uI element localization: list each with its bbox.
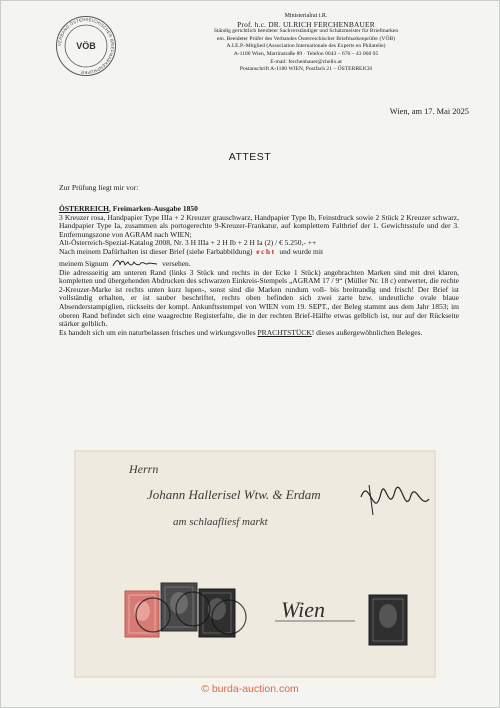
subject-country: ÖSTERREICH	[59, 204, 110, 213]
signum-signature-icon	[110, 257, 160, 269]
condition-description: Die adressseitig am unteren Rand (links 3 Stück und rechts in der Ecke 1 Stück) angebrachten Marken sind mit drei klaren, kompletten und übergehenden Abdrucken des schwarzen Einkreis-Stempels „AGRAM 17 / 9“ (Müller Nr. 18 c) entwertet, die rechte 2-Kreuzer-Marke ist rechts unten kurz lupen-, sonst sind die Marken rundum voll- bis breitrandig und frisch! Der Brief ist vollständig erhalten, er ist sauber beschriftet, rechts oben befinden sich zwei zarte bzw. undeutliche ovale blaue Absenderstampiglien, rückseits der kompl. Ankunftsstempel von WIEN vom 19. SEPT., der Beleg stammt aus dem Jahr 1853; im oberen Rand befindet sich eine waagrechte Registerfalte, die in der rechten Brief-Hälfte etwas gelblich ist, nur auf der Rückseite stärker gelblich.	[59, 267, 459, 329]
cover-photo	[69, 445, 441, 683]
stamp-2-kreuzer-black-corner	[369, 595, 407, 645]
letterhead-name: Prof. h.c. DR. ULRICH FERCHENBAUER	[237, 19, 375, 29]
closing-text-end: ! dieses außergewöhnlichen Beleges.	[311, 327, 423, 337]
closing-statement	[59, 329, 459, 338]
attest-body	[59, 205, 459, 337]
cover-address-salutation: Herrn	[129, 462, 159, 476]
place-date: Wien, am 17. Mai 2025	[389, 107, 469, 116]
signum-text: meinem Signum	[59, 258, 109, 268]
voeb-seal-icon	[55, 15, 117, 77]
verdict-text: Nach meinem Dafürhalten ist dieser Brief (siehe Farbabbildung)	[59, 246, 253, 256]
letterhead-address: A-1180 Wien, Martinstraße 89 · Telefon 0043 – 676 – 43 060 95	[233, 50, 379, 57]
cover-address-name: Johann Hallerisel Wtw. & Erdam	[147, 487, 321, 502]
page-title: ATTEST	[228, 151, 272, 163]
catalog-reference: Alt-Österreich-Spezial-Katalog 2008, Nr. 3 H IIIa + 2 H Ib + 2 H Ia (2) / € 5.250,- ++	[59, 238, 317, 248]
letterhead-postal: Postanschrift A-1180 WIEN, Postfach 21 – ÖSTERREICH	[239, 66, 373, 73]
verdict-line	[59, 248, 459, 257]
seal-center-text: VÖB	[76, 41, 96, 51]
closing-highlight: PRACHTSTÜCK	[257, 327, 312, 337]
auction-watermark: © burda-auction.com	[201, 683, 299, 695]
intro-text: Zur Prüfung liegt mir vor:	[59, 183, 139, 192]
verdict-text-end: und wurde mit	[279, 246, 324, 256]
signum-text-end: versehen.	[162, 258, 191, 268]
letterhead-line: Ständig gerichtlich beeideter Sachverständiger und Schätzmeister für Briefmarken	[213, 28, 399, 35]
seal-ring-text: VERBAND ÖSTERREICHISCHER BRIEFMARKENPRÜFER	[56, 16, 116, 76]
stamp-2-kreuzer-greyblack	[161, 583, 197, 631]
letterhead-rank: Ministerialrat i.R.	[284, 13, 328, 19]
item-description: 3 Kreuzer rosa, Handpapier Type IIIa + 2 Kreuzer grauschwarz, Handpapier Type Ib, Feinstdruck sowie 2 Stück 2 Kreuzer schwarz, Handpapier Type Ia, zusammen als portogerechte 9-Kreuzer-Frankatur, auf komplettem Faltbrief der 1. Gewichtsstufe und der 3. Entfernungszone von AGRAM nach WIEN;	[59, 212, 459, 239]
cover-address-street: am schlaafliesf markt	[173, 516, 268, 528]
verdict-genuine: echt	[256, 246, 276, 256]
subject-issue: , Freimarken-Ausgabe 1850	[109, 204, 198, 213]
signum-line	[59, 257, 459, 269]
letterhead-email: E-mail: ferchenbauer@chello.at	[270, 58, 342, 65]
letterhead-line: A.I.E.P.-Mitglied (Association Internationale des Experts en Philatelie)	[226, 43, 386, 50]
expert-letterhead	[131, 13, 481, 74]
letterhead-line: em. Beeideter Prüfer des Verbandes Österreichischer Briefmarkenprüfer (VÖB)	[216, 35, 396, 42]
closing-text: Es handelt sich um ein naturbelassen frisches und wirkungsvolles	[59, 327, 256, 337]
cover-address-city: Wien	[281, 597, 325, 622]
